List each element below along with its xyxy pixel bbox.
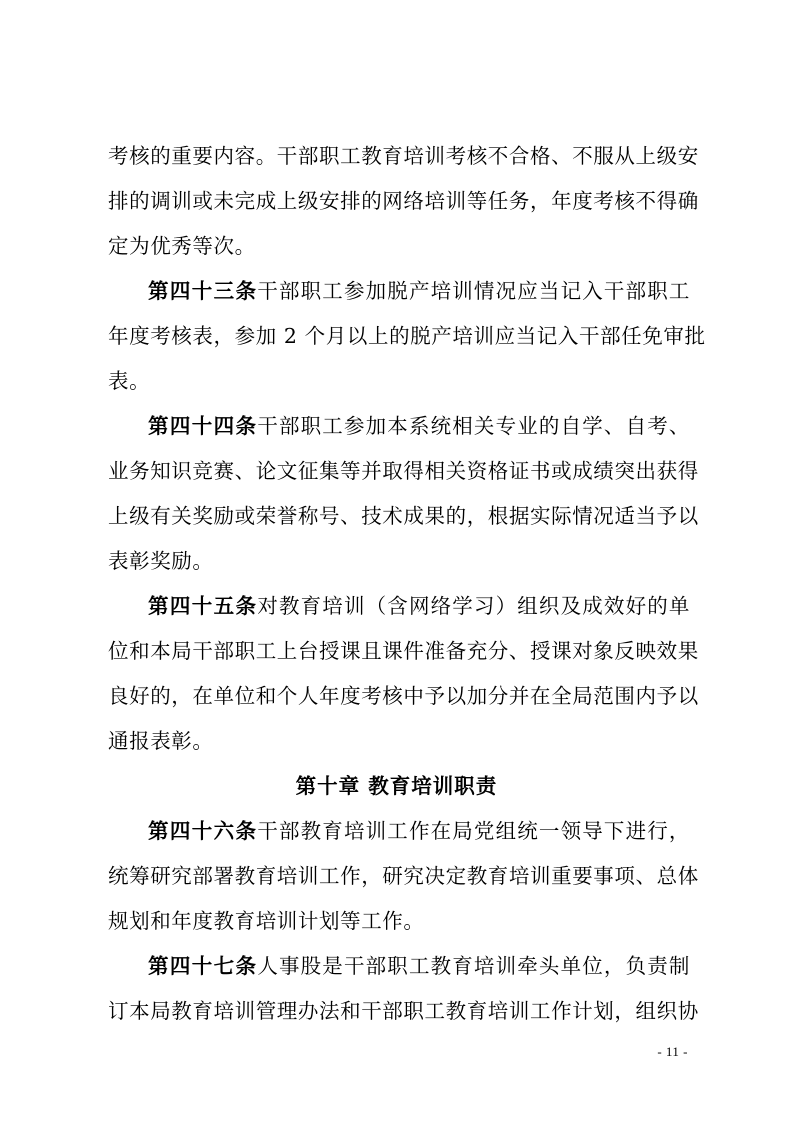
body-line: 表。 (108, 369, 151, 393)
body-line: 规划和年度教育培训计划等工作。 (108, 909, 425, 933)
body-line: 排的调训或未完成上级安排的网络培训等任务，年度考核不得确 (108, 189, 699, 213)
article-43-first-line (148, 276, 690, 306)
article-label: 第四十三条 (148, 279, 258, 303)
article-label: 第四十六条 (148, 819, 258, 843)
body-line: 年度考核表，参加 2 个月以上的脱产培训应当记入干部任免审批 (108, 324, 706, 348)
article-label: 第四十七条 (148, 954, 258, 978)
article-text: 干部职工参加本系统相关专业的自学、自考、 (257, 414, 690, 438)
article-text: 干部职工参加脱产培训情况应当记入干部职工 (257, 279, 690, 303)
article-label: 第四十五条 (148, 594, 258, 618)
body-line: 定为优秀等次。 (108, 234, 256, 258)
body-line: 通报表彰。 (108, 729, 214, 753)
page-number: - 11 - (657, 1044, 688, 1059)
chapter-heading: 第十章 教育培训职责 (295, 774, 498, 798)
body-line: 考核的重要内容。干部职工教育培训考核不合格、不服从上级安 (108, 144, 699, 168)
article-47-first-line (148, 951, 690, 981)
body-line: 表彰奖励。 (108, 549, 214, 573)
article-45-first-line (148, 591, 690, 621)
body-line: 位和本局干部职工上台授课且课件准备充分、授课对象反映效果 (108, 639, 699, 663)
article-text: 对教育培训（含网络学习）组织及成效好的单 (257, 594, 690, 618)
article-label: 第四十四条 (148, 414, 258, 438)
article-44-first-line (148, 411, 690, 441)
article-text: 人事股是干部职工教育培训牵头单位，负责制 (257, 954, 690, 978)
article-text: 干部教育培训工作在局党组统一领导下进行， (257, 819, 690, 843)
body-line: 业务知识竞赛、论文征集等并取得相关资格证书或成绩突出获得 (108, 459, 699, 483)
body-line: 统筹研究部署教育培训工作，研究决定教育培训重要事项、总体 (108, 864, 699, 888)
body-line: 良好的，在单位和个人年度考核中予以加分并在全局范围内予以 (108, 684, 699, 708)
article-46-first-line (148, 816, 690, 846)
body-line: 订本局教育培训管理办法和干部职工教育培训工作计划，组织协 (108, 999, 699, 1023)
body-line: 上级有关奖励或荣誉称号、技术成果的，根据实际情况适当予以 (108, 504, 699, 528)
